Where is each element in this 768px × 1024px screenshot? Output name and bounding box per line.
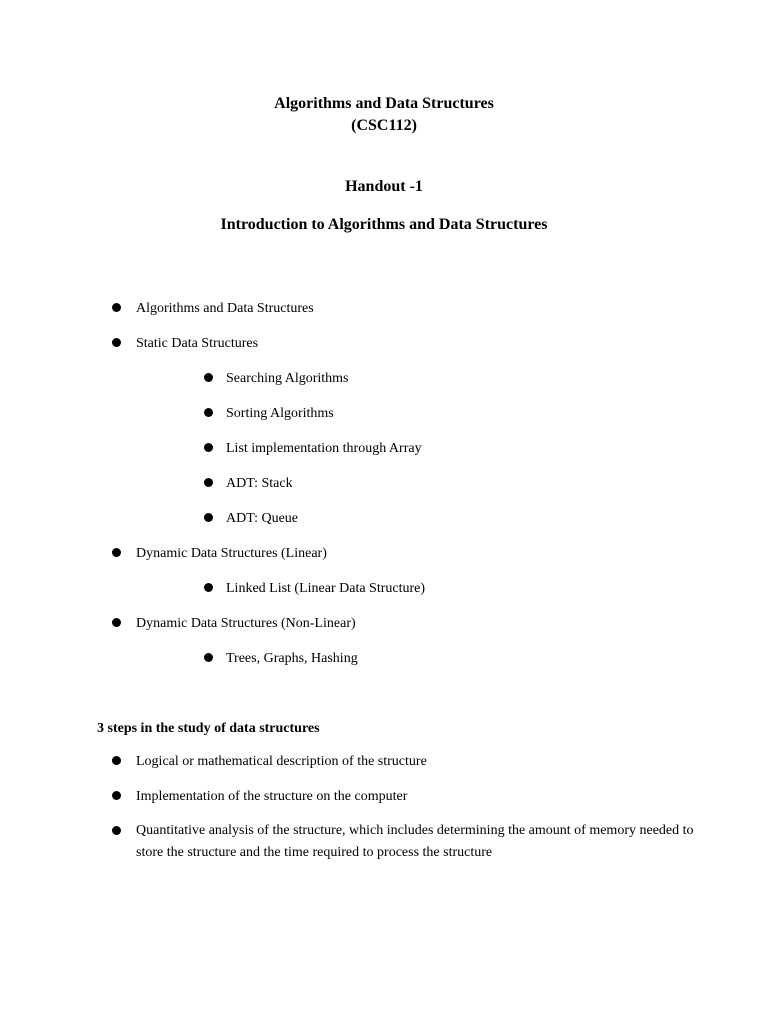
list-item: Quantitative analysis of the structure, which includes determining the amount of memory needed to store the structure and the time required to process the structure xyxy=(136,823,694,860)
list-item: Dynamic Data Structures (Linear) xyxy=(136,546,327,561)
bullet-icon xyxy=(112,791,121,800)
list-item: Static Data Structures xyxy=(136,336,259,351)
bullet-icon xyxy=(204,583,213,592)
list-item: Implementation of the structure on the computer xyxy=(136,789,408,804)
course-code: (CSC112) xyxy=(351,117,417,134)
list-item: Algorithms and Data Structures xyxy=(136,301,314,316)
bullet-icon xyxy=(204,443,213,452)
handout-subtitle: Introduction to Algorithms and Data Structures xyxy=(220,216,548,233)
bullet-icon xyxy=(204,408,213,417)
list-item: Dynamic Data Structures (Non-Linear) xyxy=(136,616,356,631)
steps-heading: 3 steps in the study of data structures xyxy=(97,721,320,736)
sub-list-item: List implementation through Array xyxy=(226,441,422,456)
bullet-icon xyxy=(204,513,213,522)
sub-list-item: ADT: Queue xyxy=(226,511,299,526)
sub-list-item: Sorting Algorithms xyxy=(226,406,334,421)
bullet-icon xyxy=(204,478,213,487)
sub-list-item: Trees, Graphs, Hashing xyxy=(226,651,358,666)
bullet-icon xyxy=(112,618,121,627)
bullet-icon xyxy=(112,303,121,312)
course-title: Algorithms and Data Structures xyxy=(274,95,494,112)
bullet-icon xyxy=(112,756,121,765)
bullet-icon xyxy=(112,338,121,347)
bullet-icon xyxy=(112,826,121,835)
bullet-icon xyxy=(112,548,121,557)
sub-list-item: ADT: Stack xyxy=(226,476,293,491)
bullet-icon xyxy=(204,373,213,382)
sub-list-item: Linked List (Linear Data Structure) xyxy=(226,581,426,596)
list-item: Logical or mathematical description of the structure xyxy=(136,754,427,769)
sub-list-item: Searching Algorithms xyxy=(226,371,349,386)
handout-number: Handout -1 xyxy=(345,178,423,195)
bullet-icon xyxy=(204,653,213,662)
